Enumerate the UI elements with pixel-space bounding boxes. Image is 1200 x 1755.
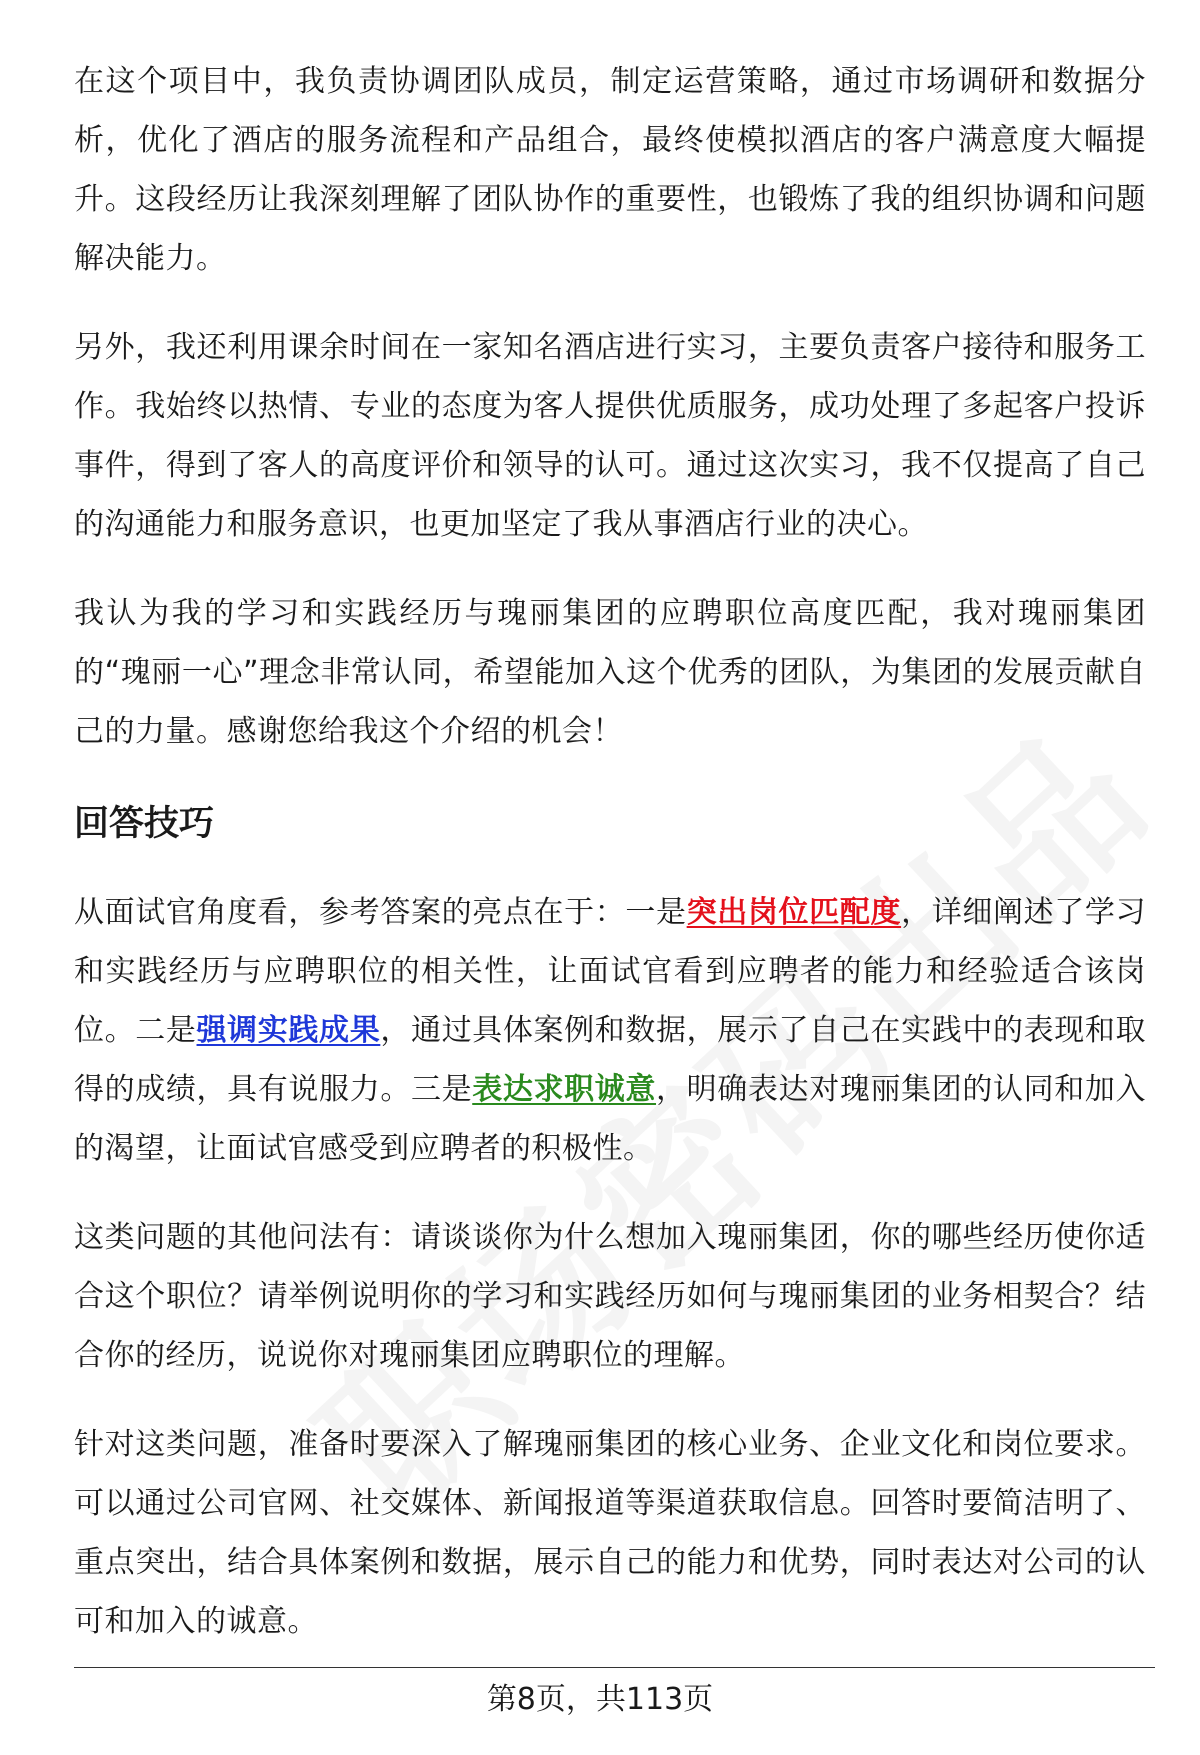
section-heading: 回答技巧 — [74, 804, 215, 844]
document-body — [74, 52, 1146, 1681]
paragraph-project-experience: 在这个项目中，我负责协调团队成员，制定运营策略，通过市场调研和数据分析，优化了酒店的服务流程和产品组合，最终使模拟酒店的客户满意度大幅提升。这段经历让我深刻理解了团队协作的重要性，也锻炼了我的组织协调和问题解决能力。 — [74, 64, 1146, 276]
highlight-sincerity: 表达求职诚意 — [472, 1072, 657, 1107]
tips-text-4: ，明确表达对瑰丽集团的认同和加入的渴望，让面试官感受到应聘者的积极性。 — [74, 1072, 1147, 1166]
footer-divider — [74, 1667, 1155, 1668]
highlight-job-match: 突出岗位匹配度 — [686, 895, 902, 930]
highlight-practice-results: 强调实践成果 — [196, 1013, 381, 1048]
paragraph-conclusion: 我认为我的学习和实践经历与瑰丽集团的应聘职位高度匹配，我对瑰丽集团的“瑰丽一心”理念非常认同，希望能加入这个优秀的团队，为集团的发展贡献自己的力量。感谢您给我这个介绍的机会！ — [74, 596, 1146, 749]
paragraph-internship: 另外，我还利用课余时间在一家知名酒店进行实习，主要负责客户接待和服务工作。我始终以热情、专业的态度为客人提供优质服务，成功处理了多起客户投诉事件，得到了客人的高度评价和领导的认可。通过这次实习，我不仅提高了自己的沟通能力和服务意识，也更加坚定了我从事酒店行业的决心。 — [74, 330, 1146, 542]
tips-text-2: ，详细阐述了学习和实践经历与应聘职位的相关性，让面试官看到应聘者的能力和经验适合该岗位。二是 — [74, 895, 1147, 1048]
paragraph-tips — [74, 883, 1146, 1178]
page-number: 第8页，共113页 — [486, 1682, 714, 1717]
paragraph-other-questions: 这类问题的其他问法有：请谈谈你为什么想加入瑰丽集团，你的哪些经历使你适合这个职位？请举例说明你的学习和实践经历如何与瑰丽集团的业务相契合？结合你的经历，说说你对瑰丽集团应聘职位的理解。 — [74, 1220, 1146, 1373]
paragraph-preparation: 针对这类问题，准备时要深入了解瑰丽集团的核心业务、企业文化和岗位要求。可以通过公司官网、社交媒体、新闻报道等渠道获取信息。回答时要简洁明了、重点突出，结合具体案例和数据，展示自己的能力和优势，同时表达对公司的认可和加入的诚意。 — [74, 1427, 1146, 1639]
tips-text-3: ，通过具体案例和数据，展示了自己在实践中的表现和取得的成绩，具有说服力。三是 — [74, 1013, 1147, 1107]
tips-text-1: 从面试官角度看，参考答案的亮点在于：一是 — [74, 895, 687, 930]
